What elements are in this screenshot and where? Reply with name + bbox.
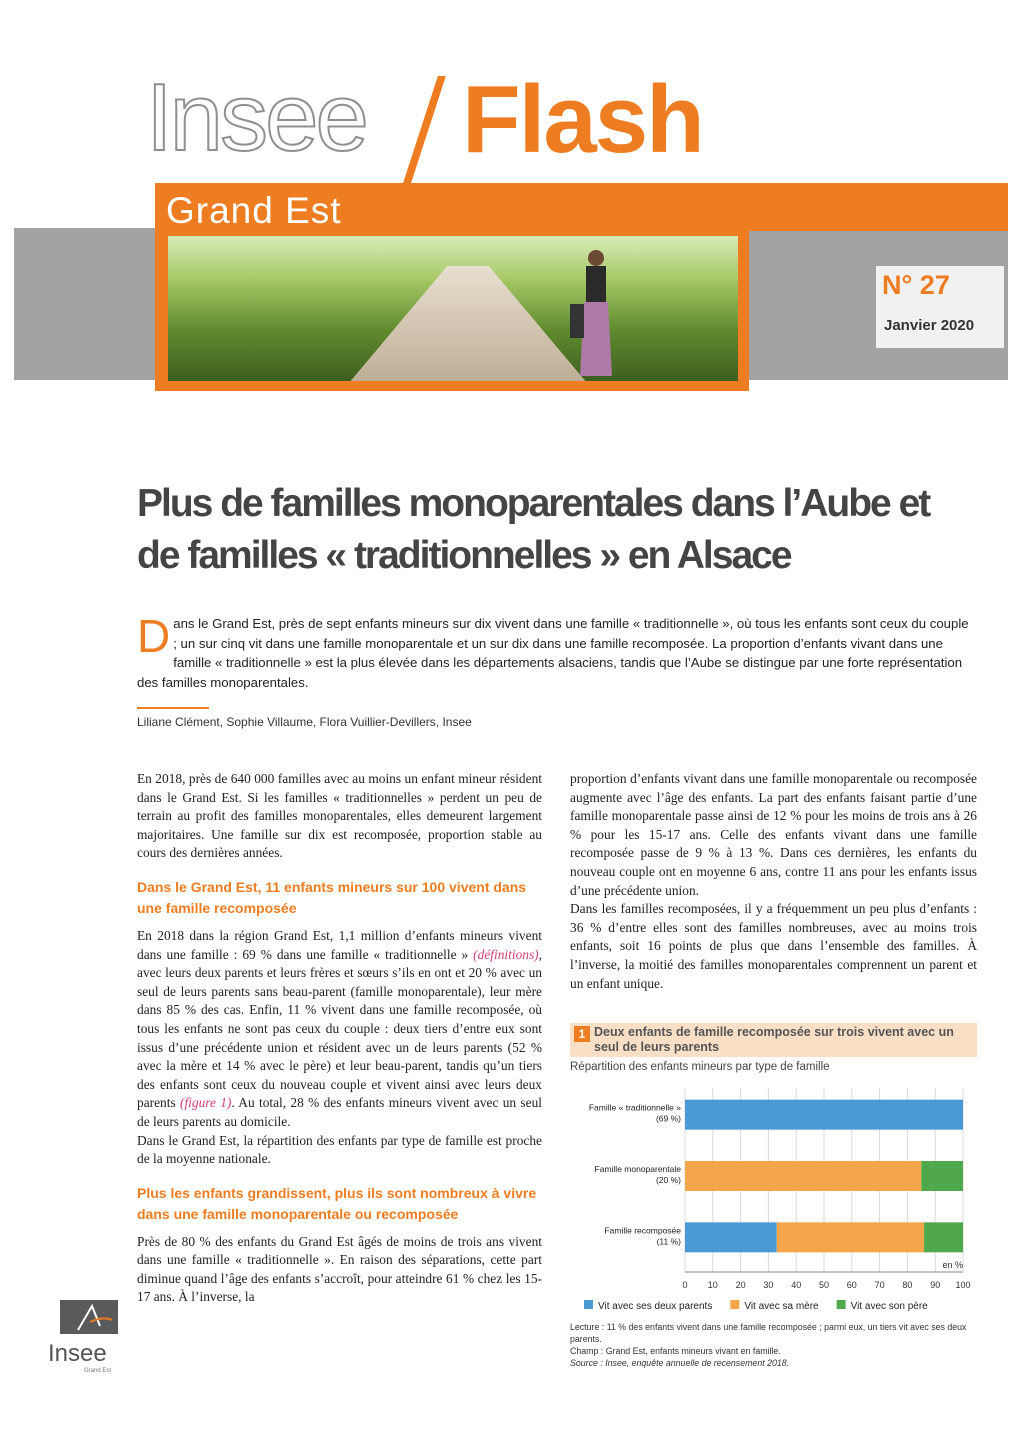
issue-number: N° 27 — [882, 270, 950, 300]
paragraph-5: proportion d’enfants vivant dans une famille monoparentale ou recomposée augmente avec l’âge des enfants. La part des enfants faisant partie d’une famille monoparentale passe ainsi de 12 % pour les moins de trois ans à 26 % pour les 15-17 ans. Celle des enfants vivant dans une famille recomposée passe de 9 % à 13 %. Dans ces dernières, les enfants du nouveau couple ont en moyenne 6 ans, contre 11 ans pour les enfants issus d’une précédente union. — [570, 771, 977, 898]
figure-1-link[interactable]: (figure 1) — [179, 1095, 232, 1111]
brand-insee: Insee — [146, 64, 366, 171]
legend-label: Vit avec sa mère — [744, 1301, 819, 1312]
category-label: (69 %) — [655, 1113, 681, 1124]
paragraph-2-part-b: , avec leurs deux parents et leurs frères et sœurs s’ils en ont et 20 % avec un seul de leurs parents sans beau-parent (famille monoparentale), leur mère dans 85 % des cas. Enfin, 11 % vivent dans une famille recomposée, où tous les enfants ne sont pas ceux du couple : deux tiers d’entre eux sont issus d’une précédente union et résident avec un de leurs parents (52 % avec la mère et 14 % avec le père) et leur beau-parent, tandis qu’un tiers des enfants sont ceux du nouveau couple et vivent ainsi avec leurs deux parents — [137, 946, 542, 1111]
brand-slash — [402, 76, 446, 186]
category-label: Famille « traditionnelle » — [588, 1102, 681, 1113]
legend-label: Vit avec son père — [850, 1301, 928, 1312]
section-heading-2: Plus les enfants grandissent, plus ils sont nombreux à vivre dans une famille monoparentale ou recomposée — [137, 1184, 537, 1222]
unit-label: en % — [942, 1260, 963, 1270]
bar-segment — [921, 1161, 963, 1191]
note-lecture-label: Lecture : — [570, 1322, 605, 1332]
definitions-link[interactable]: (définitions) — [473, 946, 539, 962]
lead-dropcap: D — [137, 610, 171, 662]
category-label: (11 %) — [656, 1236, 681, 1247]
bar-segment — [685, 1161, 921, 1191]
note-source-text: Insee, enquête annuelle de recensement 2018. — [605, 1358, 790, 1368]
stacked-bar-chart — [570, 1080, 977, 1320]
note-lecture — [570, 1321, 977, 1345]
figure-title: Deux enfants de famille recomposée sur trois vivent avec un seul de leurs parents — [594, 1025, 954, 1054]
legend-swatch — [584, 1300, 593, 1309]
insee-logo-mark — [60, 1300, 118, 1334]
footer-logo-sub: Grand Est — [84, 1368, 112, 1374]
x-tick-label: 40 — [791, 1280, 802, 1290]
x-tick-label: 10 — [707, 1280, 718, 1290]
photo-path — [338, 266, 598, 381]
category-label: Famille recomposée — [604, 1225, 681, 1236]
legend-swatch — [837, 1300, 846, 1309]
paragraph-2-part-c: . Au total, 28 % des enfants mineurs vivent avec un seul de leurs parents au domicile. — [137, 1095, 542, 1129]
lead-paragraph — [137, 610, 973, 692]
x-tick-label: 0 — [682, 1280, 688, 1290]
bar-segment — [685, 1100, 963, 1130]
bar-segment — [924, 1222, 963, 1252]
paragraph-2-part-a: En 2018 dans la région Grand Est, 1,1 million d’enfants mineurs vivent dans une famille : 69 % dans une famille « traditionnelle » — [137, 927, 542, 962]
x-tick-label: 80 — [902, 1280, 913, 1290]
figure-number: 1 — [574, 1026, 590, 1042]
category-label: (20 %) — [655, 1175, 681, 1185]
brand-flash: Flash — [462, 66, 703, 173]
x-tick-label: 20 — [735, 1280, 746, 1290]
paragraph-3: Dans le Grand Est, la répartition des enfants par type de famille est proche de la moyenne nationale. — [137, 1132, 542, 1167]
note-lecture-text: 11 % des enfants vivent dans une famille recomposée ; parmi eux, un tiers vit avec ses deux parents. — [570, 1322, 967, 1344]
note-source-label: Source : — [570, 1358, 603, 1368]
paragraph-1: En 2018, près de 640 000 familles avec au moins un enfant mineur résident dans le Grand Est. Si les familles « traditionnelles » perdent un peu de terrain au profit des familles monoparentales, elles demeurent largement majoritaires. Une famille sur dix est recomposée, proportion stable au cours des dernières années. — [137, 771, 542, 861]
x-tick-label: 100 — [955, 1280, 971, 1290]
figure-notes — [570, 1321, 977, 1369]
lead-text: ans le Grand Est, près de sept enfants mineurs sur dix vivent dans une famille « traditionnelle », où tous les enfants sont ceux du couple ; un sur cinq vit dans une famille monoparentale et un sur dix dans une famille recomposée. La proportion d’enfants vivant dans une famille « traditionnelle » est la plus élevée dans les départements alsaciens, tandis que l’Aube se distingue par une forte représentation des familles monoparentales. — [137, 616, 969, 690]
paragraph-4: Près de 80 % des enfants du Grand Est âgés de moins de trois ans vivent dans une famille « traditionnelle ». En raison des séparations, cette part diminue quand l’âge des enfants s’accroît, pour atteindre 61 % chez les 15-17 ans. À l’inverse, la — [137, 1233, 542, 1305]
x-tick-label: 90 — [930, 1280, 941, 1290]
cover-photo — [168, 236, 738, 381]
figure-header — [570, 1023, 977, 1057]
note-champ-label: Champ : — [570, 1346, 604, 1356]
x-tick-label: 30 — [763, 1280, 774, 1290]
figure-subtitle: Répartition des enfants mineurs par type de famille — [570, 1061, 830, 1073]
x-tick-label: 50 — [818, 1280, 830, 1290]
section-heading-1: Dans le Grand Est, 11 enfants mineurs sur 100 vivent dans une famille recomposée — [137, 878, 527, 916]
column-left — [137, 770, 542, 1307]
category-label: Famille monoparentale — [594, 1164, 681, 1174]
article-title: Plus de familles monoparentales dans l’Aube et de familles « traditionnelles » en Alsace — [137, 482, 930, 577]
bar-segment — [777, 1222, 924, 1252]
paragraph-2 — [137, 927, 542, 1132]
authors: Liliane Clément, Sophie Villaume, Flora Vuillier-Devillers, Insee — [137, 715, 472, 729]
footer-logo-word: Insee — [48, 1340, 107, 1367]
note-champ-text: Grand Est, enfants mineurs vivant en famille. — [605, 1346, 781, 1356]
note-champ — [570, 1345, 977, 1357]
region-label: Grand Est — [166, 190, 342, 231]
photo-walker — [568, 244, 616, 381]
bar-segment — [685, 1222, 777, 1252]
author-rule — [137, 707, 209, 709]
x-tick-label: 60 — [846, 1280, 857, 1290]
x-tick-label: 70 — [874, 1280, 885, 1290]
paragraph-6: Dans les familles recomposées, il y a fréquemment un peu plus d’enfants : 36 % d’entre elles sont des familles nombreuses, avec au moins trois enfants, soit 16 points de plus que dans l’ensemble des familles. À l’inverse, la moitié des familles monoparentales comprennent un parent et un enfant unique. — [570, 901, 977, 991]
legend-swatch — [730, 1300, 739, 1309]
column-right — [570, 770, 977, 993]
issue-date: Janvier 2020 — [884, 317, 975, 334]
legend-label: Vit avec ses deux parents — [598, 1301, 713, 1312]
note-source — [570, 1357, 977, 1369]
